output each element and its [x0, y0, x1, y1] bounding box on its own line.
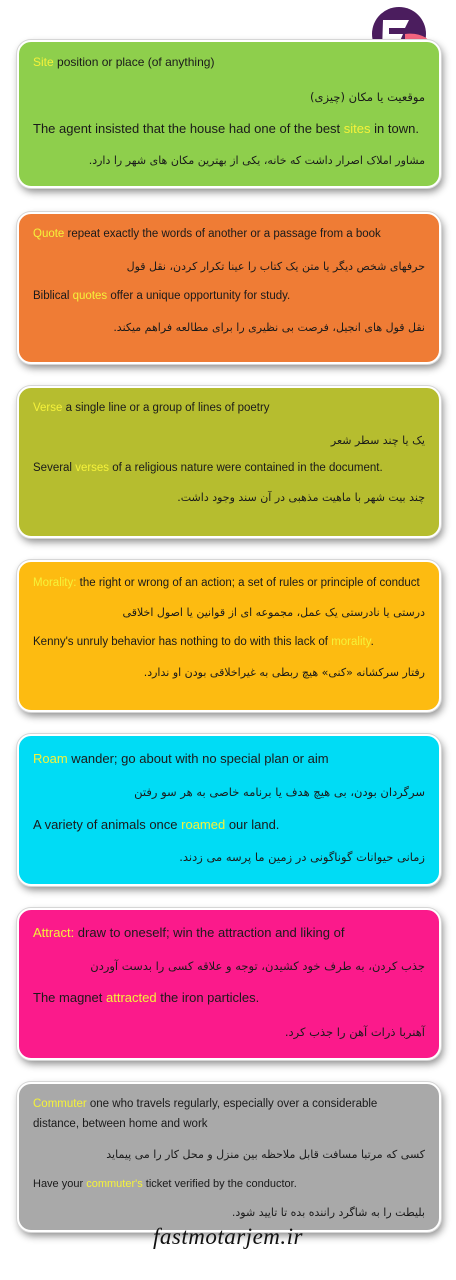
example-before: A variety of animals once: [33, 817, 182, 832]
persian-example: چند بیت شهر با ماهیت مذهبی در آن سند وجود داشت.: [177, 491, 425, 504]
persian-meaning: موقعیت یا مکان (چیزی): [310, 90, 425, 104]
definition-text: draw to oneself; win the attraction and liking of: [74, 925, 345, 940]
persian-example: آهنربا ذرات آهن را جذب کرد.: [284, 1025, 425, 1039]
example-sentence: [33, 290, 425, 302]
vocab-word: Attract:: [33, 925, 75, 940]
persian-example: مشاور املاک اصرار داشت که خانه، یکی از بهترین مکان های شهر را دارد.: [88, 154, 425, 167]
example-after: of a religious nature were contained in the document.: [109, 462, 383, 474]
example-before: Kenny's unruly behavior has nothing to do with this lack of: [33, 636, 332, 648]
vocab-card-site: [17, 40, 441, 188]
persian-meaning: جذب کردن، به طرف خود کشیدن، توجه و علاقه کسی را بدست آوردن: [90, 959, 425, 973]
footer-site-url: fastmotarjem.ir: [153, 1224, 303, 1249]
example-sentence: [33, 817, 425, 832]
example-before: Have your: [33, 1178, 87, 1190]
vocab-word: Quote: [33, 228, 65, 240]
definition-line: [33, 751, 425, 766]
persian-example: بلیطت را به شاگرد راننده بده تا تایید شود.: [231, 1206, 425, 1219]
example-after: .: [370, 636, 374, 648]
definition-line: [33, 55, 425, 69]
definition-text: wander; go about with no special plan or aim: [67, 751, 329, 766]
example-before: The agent insisted that the house had one of the best: [33, 121, 344, 136]
example-sentence: [33, 636, 425, 648]
persian-meaning: درستی یا نادرستی یک عمل، مجموعه ای از قوانین یا اصول اخلاقی: [122, 606, 425, 619]
example-before: Several: [33, 462, 76, 474]
definition-text: one who travels regularly, especially over a considerable distance, between home and work: [33, 1098, 378, 1130]
example-sentence: [33, 990, 425, 1005]
definition-line: [33, 1094, 425, 1134]
definition-text: repeat exactly the words of another or a passage from a book: [64, 228, 381, 240]
example-after: in town.: [370, 121, 419, 136]
example-highlight: morality: [331, 636, 371, 648]
example-highlight: commuter's: [86, 1178, 143, 1190]
vocab-word: Commuter: [33, 1098, 87, 1110]
persian-meaning: سرگردان بودن، بی هیچ هدف یا برنامه خاصی به هر سو رفتن: [134, 785, 425, 799]
example-highlight: quotes: [72, 290, 108, 302]
persian-example: نقل قول های انجیل، فرصت بی نظیری را برای مطالعه فراهم میکند.: [113, 321, 425, 334]
definition-text: position or place (of anything): [53, 55, 215, 69]
definition-line: [33, 577, 425, 589]
example-sentence: [33, 121, 425, 136]
example-highlight: sites: [343, 121, 371, 136]
example-highlight: verses: [75, 462, 110, 474]
example-after: the iron particles.: [156, 990, 260, 1005]
persian-meaning: حرفهای شخص دیگر یا متن یک کتاب را عینا تکرار کردن، نقل قول: [126, 260, 425, 273]
definition-text: a single line or a group of lines of poetry: [62, 402, 270, 414]
example-before: The magnet: [33, 990, 106, 1005]
vocab-word: Verse: [33, 402, 63, 414]
example-before: Biblical: [33, 290, 73, 302]
persian-example: زمانی حیوانات گوناگونی در زمین ما پرسه می زدند.: [179, 850, 425, 864]
example-after: offer a unique opportunity for study.: [107, 290, 291, 302]
example-sentence: [33, 462, 425, 474]
definition-line: [33, 228, 425, 240]
example-after: our land.: [225, 817, 280, 832]
example-highlight: roamed: [181, 817, 226, 832]
definition-line: [33, 925, 425, 940]
example-sentence: [33, 1178, 425, 1190]
example-highlight: attracted: [106, 990, 157, 1005]
vocab-card-morality: [17, 560, 441, 712]
persian-meaning: یک یا چند سطر شعر: [330, 434, 425, 447]
definition-line: [33, 402, 425, 414]
vocab-card-verse: [17, 386, 441, 538]
persian-example: رفتار سرکشانه «کنی» هیچ ربطی به غیراخلاقی بودن او ندارد.: [143, 666, 425, 679]
example-after: ticket verified by the conductor.: [142, 1178, 297, 1190]
vocab-card-attract: [17, 908, 441, 1060]
vocab-card-roam: [17, 734, 441, 886]
definition-text: the right or wrong of an action; a set of rules or principle of conduct: [76, 577, 420, 589]
persian-meaning: کسی که مرتبا مسافت قابل ملاحظه بین منزل و محل کار را می پیماید: [106, 1148, 425, 1161]
vocab-card-quote: [17, 212, 441, 364]
vocab-word: Roam: [33, 751, 68, 766]
vocab-word: Morality:: [33, 577, 77, 589]
vocab-word: Site: [33, 55, 54, 69]
vocab-card-commuter: [17, 1082, 441, 1232]
